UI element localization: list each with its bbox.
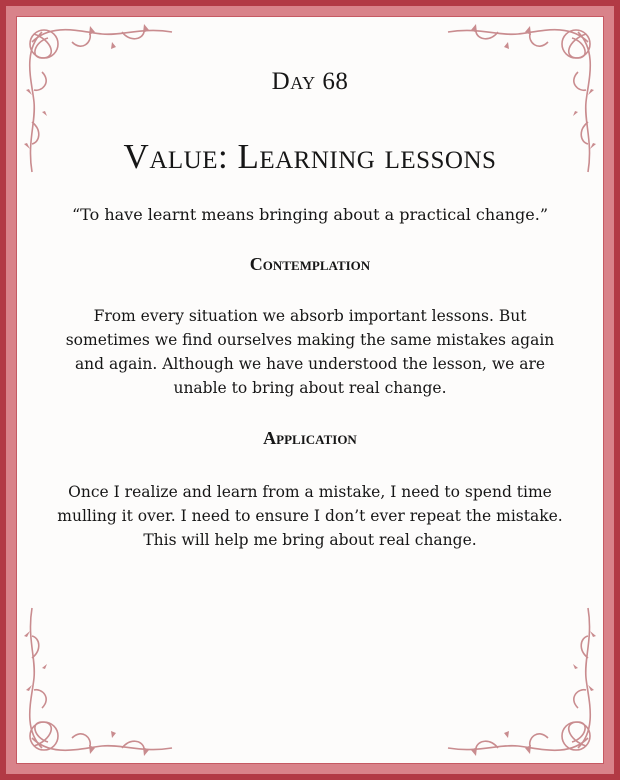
contemplation-heading: Contemplation [249,254,371,274]
paragraph-line: Once I realize and learn from a mistake, I need to spend time [68,483,552,501]
paragraph-line: mulling it over. I need to ensure I don’t ever repeat the mistake. [57,507,563,525]
paragraph-line: This will help me bring about real change. [143,531,477,549]
application-heading: Application [263,428,357,448]
paragraph-line: From every situation we absorb important lessons. But [93,307,527,325]
paragraph-line: sometimes we find ourselves making the same mistakes again [65,331,555,349]
value-title: Value: Learning lessons [123,137,497,176]
quote-text: “To have learnt means bringing about a practical change.” [71,205,549,224]
paragraph-line: unable to bring about real change. [173,379,447,397]
paragraph-line: and again. Although we have understood the lesson, we are [74,355,546,373]
contemplation-paragraph [40,304,580,400]
application-paragraph [40,480,580,552]
day-heading: Day 68 [271,68,349,95]
